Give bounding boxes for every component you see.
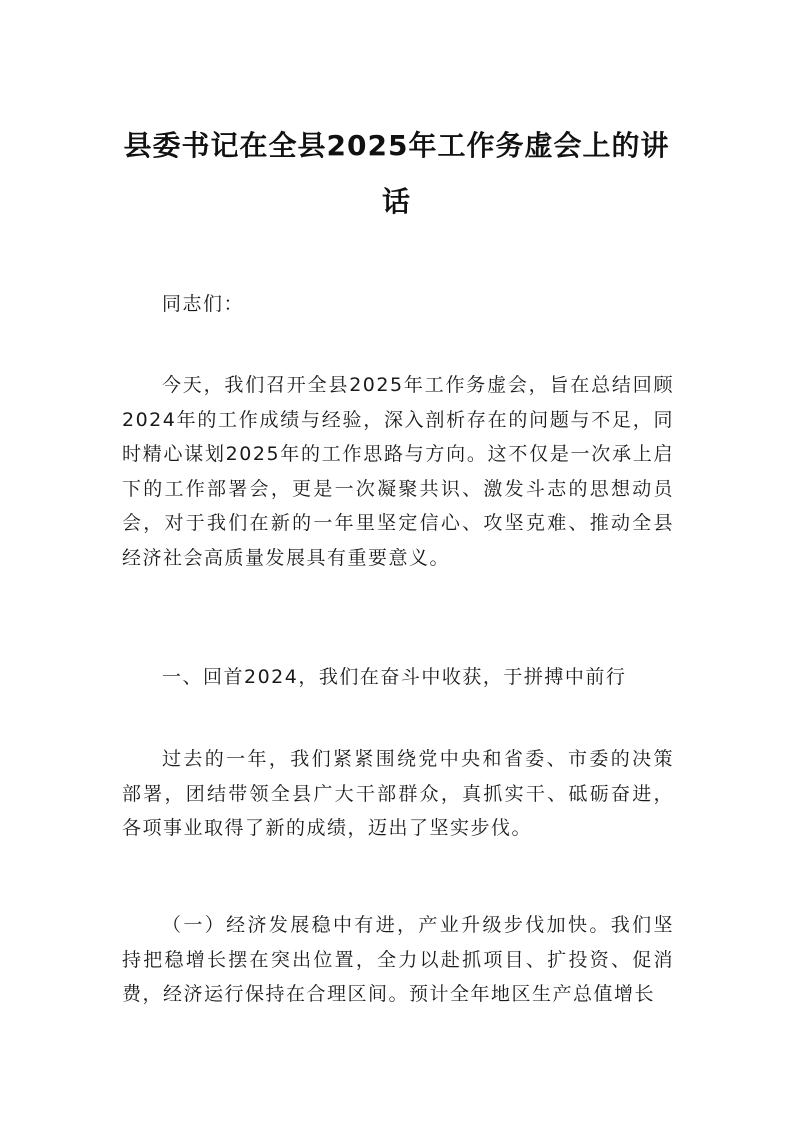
intro-paragraph: 今天，我们召开全县2025年工作务虚会，旨在总结回顾2024年的工作成绩与经验，深入剖析存在的问题与不足，同时精心谋划2025年的工作思路与方向。这不仅是一次承上启下的工作部署会，更是一次凝聚共识、激发斗志的思想动员会，对于我们在新的一年里坚定信心、攻坚克难、推动全县经济社会高质量发展具有重要意义。 bbox=[122, 374, 674, 569]
document-title: 县委书记在全县2025年工作务虚会上的讲话 bbox=[123, 129, 670, 218]
salutation-paragraph: 同志们： bbox=[162, 293, 245, 315]
review-paragraph: 过去的一年，我们紧紧围绕党中央和省委、市委的决策部署，团结带领全县广大干部群众，真抓实干、砥砺奋进，各项事业取得了新的成绩，迈出了坚实步伐。 bbox=[122, 748, 674, 840]
economy-paragraph: （一）经济发展稳中有进，产业升级步伐加快。我们坚持把稳增长摆在突出位置，全力以赴抓项目、扩投资、促消费，经济运行保持在合理区间。预计全年地区生产总值增长 bbox=[122, 914, 674, 1006]
section-heading-1: 一、回首2024，我们在奋斗中收获，于拼搏中前行 bbox=[162, 666, 627, 688]
